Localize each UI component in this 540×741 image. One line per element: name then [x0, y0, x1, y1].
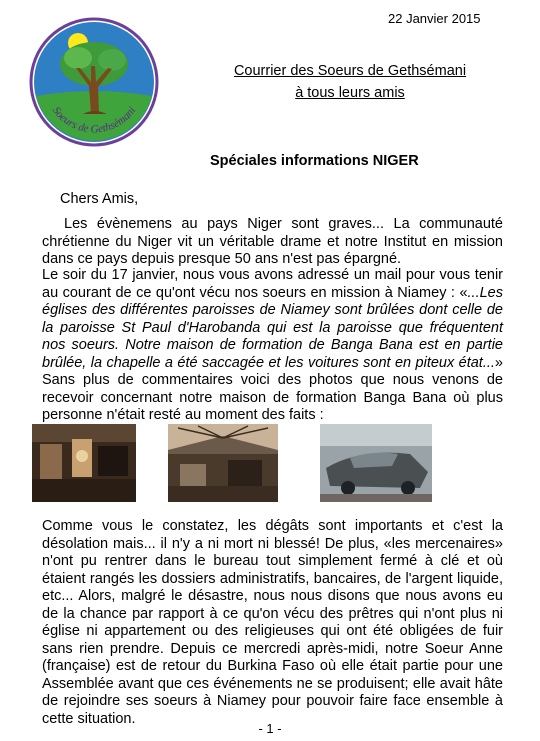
damaged-car-photo: [320, 424, 432, 502]
special-title: Spéciales informations NIGER: [210, 153, 419, 169]
paragraph-2: [42, 267, 503, 425]
paragraph-3: Comme vous le constatez, les dégâts sont importants et c'est la désolation mais... il n'y a ni mort ni blessé! De plus, «les mercenaires» n'ont pu rentrer dans le bureau tout simplement fermé à clé et où étaient rangés les dossiers administratifs, bancaires, de l'argent liquide, etc... Alors, malgré le désastre, nous nous disons que nous avons eu de la chance par rapport à ce qu'on vécu des prêtres qui n'ont plus ni église ni appartement ou des religieuses qui ont été obligées de fuir sans rien prendre. Depuis ce mercredi après-midi, notre Soeur Anne (française) est de retour du Burkina Faso où elle était partie pour une Assemblée avant que ces événements ne se produisent; elle avait hâte de rejoindre ses soeurs à Niamey pour pouvoir faire face ensemble à cette situation.: [42, 518, 503, 727]
congregation-logo: [28, 16, 160, 148]
burned-chapel-photo: [168, 424, 278, 502]
logo-caption: Soeurs de Gethsémani: [49, 104, 139, 136]
paragraph-2-lead: Le soir du 17 janvier, nous vous avons adressé un mail pour vous tenir au courant de ce qu'ont vécu nos soeurs en mission à Niamey : «: [42, 267, 503, 301]
page-number: - 1 -: [258, 721, 282, 736]
paragraph-1: [42, 216, 503, 269]
paragraph-1-text: Les évènemens au pays Niger sont graves... La communauté chrétienne du Niger vit un véritable drame et notre Institut en mission dans ce pays depuis presque 50 ans n'est pas épargné.: [42, 216, 503, 267]
header-line-1: Courrier des Soeurs de Gethsémani: [233, 63, 467, 79]
burned-room-photo: [32, 424, 136, 502]
paragraph-2-tail: » Sans plus de commentaires voici des photos que nous venons de recevoir concernant notre maison de formation Banga Bana où plus personne n'était resté au moment des faits :: [42, 354, 503, 423]
letter-header: [210, 60, 490, 104]
document-date: 22 Janvier 2015: [388, 11, 481, 26]
photo-strip: [32, 424, 512, 504]
salutation: Chers Amis,: [60, 191, 139, 207]
header-line-2: à tous leurs amis: [295, 85, 405, 101]
paragraph-2-quote: ...Les églises des différentes paroisses de Niamey sont brûlées dont celle de la paroisse St Paul d'Harobanda qui est la paroisse que fréquentent nos soeurs. Notre maison de formation de Banga Bana est en partie brûlée, la chapelle a été saccagée et les voitures sont en piteux état...: [42, 284, 503, 371]
